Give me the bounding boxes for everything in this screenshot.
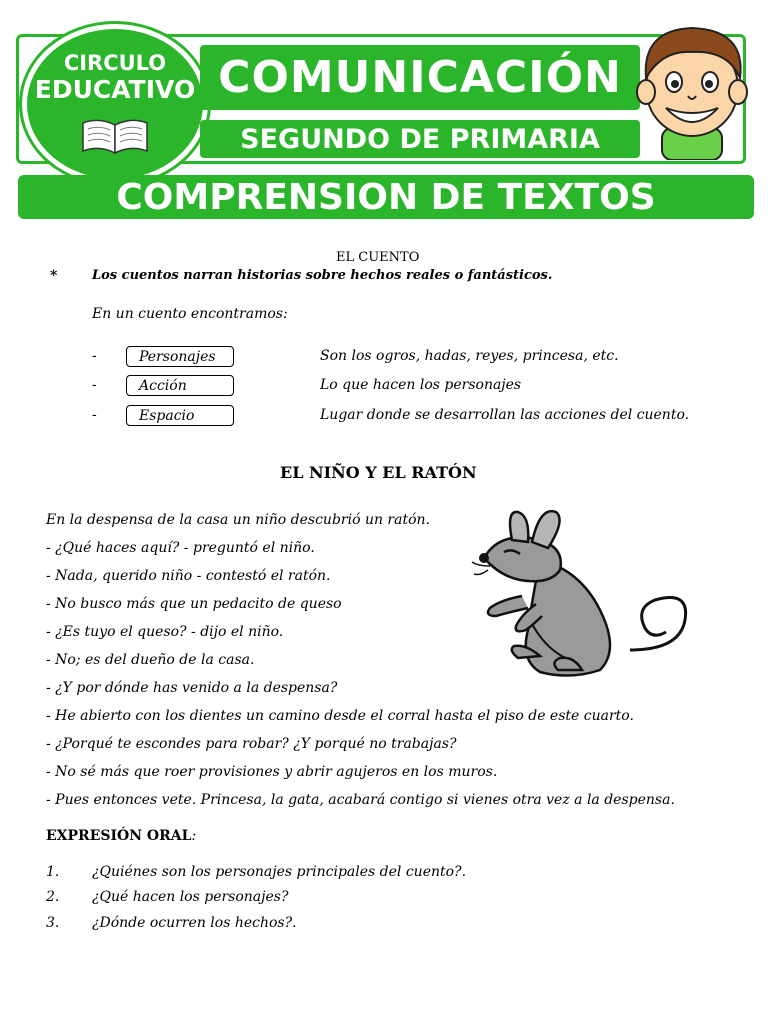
element-description: Lo que hacen los personajes (320, 377, 522, 393)
story-line: - He abierto con los dientes un camino desde el corral hasta el piso de este cuarto. (46, 708, 634, 724)
oral-expression-heading (46, 828, 196, 844)
oral-heading-colon: : (191, 828, 197, 844)
story-line: - Nada, querido niño - contestó el ratón. (46, 568, 331, 584)
story-line: - Pues entonces vete. Princesa, la gata, acabará contigo si vienes otra vez a la despensa. (46, 792, 675, 808)
element-description: Lugar donde se desarrollan las acciones del cuento. (320, 407, 690, 423)
bullet-marker: * (50, 268, 58, 284)
story-line: - No sé más que roer provisiones y abrir agujeros en los muros. (46, 764, 498, 780)
story-line: - ¿Es tuyo el queso? - dijo el niño. (46, 624, 284, 640)
question-text: ¿Dónde ocurren los hechos?. (92, 915, 297, 931)
subject-title: COMUNICACIÓN (200, 45, 640, 110)
boy-illustration (628, 20, 758, 160)
element-dash: - (92, 407, 97, 423)
element-description: Son los ogros, hadas, reyes, princesa, etc. (320, 348, 619, 364)
element-term-box: Acción (126, 375, 234, 396)
logo-line-2: EDUCATIVO (34, 75, 196, 104)
book-icon (79, 115, 151, 155)
logo-line-1: CIRCULO (63, 51, 167, 75)
element-term-box: Espacio (126, 405, 234, 426)
element-dash: - (92, 377, 97, 393)
question-number: 1. (46, 864, 60, 880)
question-number: 2. (46, 889, 60, 905)
story-line: - No; es del dueño de la casa. (46, 652, 255, 668)
question-number: 3. (46, 915, 60, 931)
story-line: En la despensa de la casa un niño descubrió un ratón. (46, 512, 430, 528)
story-line: - ¿Porqué te escondes para robar? ¿Y porqué no trabajas? (46, 736, 457, 752)
grade-title: SEGUNDO DE PRIMARIA (200, 120, 640, 158)
question-text: ¿Qué hacen los personajes? (92, 889, 289, 905)
element-term-box: Personajes (126, 346, 234, 367)
section-heading-el-cuento: EL CUENTO (336, 250, 420, 265)
oral-heading-text: EXPRESIÓN ORAL (46, 828, 192, 844)
story-title: EL NIÑO Y EL RATÓN (280, 463, 477, 482)
topic-banner: COMPRENSION DE TEXTOS (18, 175, 754, 219)
element-dash: - (92, 348, 97, 364)
cuento-definition: Los cuentos narran historias sobre hechos reales o fantásticos. (92, 268, 553, 283)
story-line: - No busco más que un pedacito de queso (46, 596, 342, 612)
mouse-illustration (470, 500, 695, 685)
circulo-educativo-logo (22, 24, 208, 184)
story-line: - ¿Qué haces aquí? - preguntó el niño. (46, 540, 315, 556)
elements-lead: En un cuento encontramos: (92, 306, 288, 322)
question-text: ¿Quiénes son los personajes principales del cuento?. (92, 864, 467, 880)
story-line: - ¿Y por dónde has venido a la despensa? (46, 680, 338, 696)
